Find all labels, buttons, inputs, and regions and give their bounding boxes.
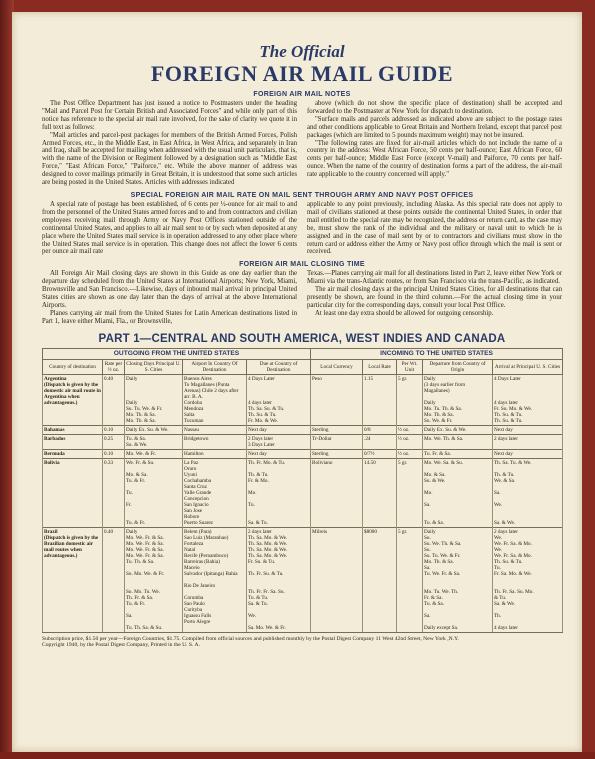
column-header: Airport In Country Of Destination xyxy=(183,359,247,374)
notes-paragraph: "The following rates are fixed for air-mail articles which do not include the name of a country in the address: West African Force, 50 cents per half-ounce; East African Force, 60 cents per half-ounce; Middle East Force (except V-mail) and Paiforce, 70 cents per half-ounce. When the name of the country of destination forms a part of the address, the air-mail rate applicable to the country concerned will apply." xyxy=(307,139,562,179)
table-row xyxy=(43,458,563,527)
table-row xyxy=(43,374,563,425)
country-cell: Barbados xyxy=(43,434,103,449)
column-header: Closing Days Principal U. S. Cities xyxy=(126,360,181,373)
column-header: Local Currency xyxy=(311,359,363,374)
title-line-1: The Official xyxy=(259,42,345,61)
table-cell: Th. Sa. Tu. & We. Th. & Tu. We. & Sa. Sa. We. Sa. & We. xyxy=(493,458,563,527)
table-cell: Next day xyxy=(247,425,311,434)
table-cell: 4 Days Later 4 days later Fr. Su. Mo. & We. Th. Su. & Tu. Th. Su. & Tu. xyxy=(493,374,563,425)
page-content xyxy=(42,30,562,649)
table-cell: Sterling xyxy=(311,425,363,434)
notes-columns xyxy=(42,100,562,187)
table-cell: Next day xyxy=(247,449,311,458)
footer-copyright: Copyright 1940, by the Postal Digest Company, Printed in the U. S. A. xyxy=(42,642,200,649)
country-cell: Bermuda xyxy=(43,449,103,458)
column-header: Country of destination xyxy=(43,359,103,374)
country-cell: Argentina (Dispatch is given by the domestic air mail route in Argentina when advantageous.) xyxy=(43,374,103,425)
table-cell: Next day xyxy=(493,449,563,458)
table-cell: 5 gr. xyxy=(397,374,423,425)
table-cell: Bridgetown xyxy=(183,434,247,449)
special-paragraph: A special rate of postage has been established, of 6 cents per ½-ounce for air mail to and from the personnel of the United States armed forces and to and from contractors and civilian employees receiving mail through Army or Navy Post Offices stationed outside of the continental United States, and applies to all air mail sent to or by such when deposited at any place where the United States mail service is in operation addressed to any other place where the United States mail service is in operation. This change does not affect the lower 6 cents per ounce air mail rate xyxy=(42,200,297,256)
table-cell: Belem (Para) Sao Luiz (Maranhao) Fortaleza Natal Recife (Pernambuco) Barreiras (Bahia) Maceio Salvador (Ipitanga) Bahia Rio De Janeiro Corumba Sao Paulo Curityba Iguassu Falls Porto Alegre xyxy=(183,527,247,632)
closing-paragraph: The air mail closing days at the principal United States Cities, for all destinations that can presently be shown, are found in the third column.—For the actual closing time in your particular city for the corresponding days, consult your local Post Office. xyxy=(307,286,562,309)
table-cell: Tr-Dollar xyxy=(311,434,363,449)
column-header: Due at Country of Destination xyxy=(247,359,311,374)
footer-subscription: Subscription price, $1.50 per year—Foreign Countries, $1.75. Compiled from official sources and published monthly by the Postal Digest Company 11 West 42nd Street, New York ,N.Y. xyxy=(42,635,459,642)
outgoing-group-header: OUTGOING FROM THE UNITED STATES xyxy=(43,348,311,359)
special-left-column xyxy=(42,201,297,256)
table-cell: ½ oz. xyxy=(397,449,423,458)
part-heading: PART 1—CENTRAL AND SOUTH AMERICA, WEST INDIES AND CANADA xyxy=(98,332,506,345)
table-cell: Buenos Aires To Magallanes (Punta Arenas) Chile 2 days after arr. B. A. Cordoba Mendoza Salta Tucuman xyxy=(183,374,247,425)
closing-paragraph: All Foreign Air Mail closing days are shown in this Guide as one day earlier than the departure day scheduled from the United States at International Airports; New York, Miami, Brownsville and San Francisco.—Likewise, days of inbound mail arrival in principal United States cities are shown as one day later than the days of arrival at the above International Airports. xyxy=(42,270,297,309)
table-cell: .24 xyxy=(363,434,397,449)
closing-paragraph: Planes carrying air mail from the United States for Latin American destinations listed in Part 1, leave either Miami, Fla., or Brownsville, xyxy=(42,309,297,325)
table-cell: Sterling xyxy=(311,449,363,458)
table-cell: Nassau xyxy=(183,425,247,434)
closing-right-column xyxy=(307,270,562,325)
closing-left-column xyxy=(42,270,297,325)
notes-paragraph: "Mail articles and parcel-post packages for members of the British Armed Forces, Polish Armed Forces, etc., in the Middle East, in East Africa, in West Africa, and separately in Iran and Iraq, shall be accepted for mailing when addressed with the usual unit particulars, that is, with the name of the Division or Regiment followed by a designation such as "Middle East Force," "East African Force," "Paiforce," etc. While the above manner of address was designed to cover mailings primarily in Great Britain, it is understood that some such articles are being posted in the United States. Articles with addresses indicated xyxy=(42,131,297,187)
incoming-group-header: INCOMING TO THE UNITED STATES xyxy=(311,348,563,359)
table-cell: Boliviano xyxy=(311,458,363,527)
table-row xyxy=(43,434,563,449)
air-mail-schedule-table xyxy=(42,348,563,633)
closing-paragraph: At least one day extra should be allowed for outgoing censorship. xyxy=(315,309,494,317)
table-cell: We. Fr. & Su. Mo. & Sa. Tu. & Fr. Tu. Fr. Tu. & Fr. xyxy=(125,458,183,527)
table-cell: La Paz Oruro Uyuni Cochabamba Santa Cruz Valle Grande Concepcion San Ignacio San Jose Robore Puerto Suarez xyxy=(183,458,247,527)
footer xyxy=(42,636,562,649)
book-edge xyxy=(0,752,595,759)
table-cell: Daily (3 days earlier from Magallanes) Daily Mo. Tu. Th. & Sa. Mo. Th. & Sa. Su. We. & Fr. xyxy=(423,374,493,425)
table-cell: 5 gr. xyxy=(397,527,423,632)
closing-paragraph: Texas.—Planes carrying air mail for all destinations listed in Part 2, leave either New York or Miami via the trans-Atlantic routes, or from San Francisco via the trans-Pacific, as indicated. xyxy=(307,270,562,286)
table-cell: 2 Days later 3 Days Later xyxy=(247,434,311,449)
column-header: Local Rate xyxy=(363,359,397,374)
table-cell: 0.40 xyxy=(103,527,125,632)
table-cell: 0.40 xyxy=(103,374,125,425)
table-cell: Mo. We. Sa. & Su. Mo. & Sa. Su. & We. Mo. Sa. Tu. & Sa. xyxy=(423,458,493,527)
notes-paragraph: The Post Office Department has just issued a notice to Postmasters under the heading "Mail and Parcel Post for Certain British and Associated Forces" and while only part of this notice has reference to the special air mail rate involved, for the sake of clarity we quote it in full text as follows: xyxy=(42,100,297,131)
country-cell: Bahamas xyxy=(43,425,103,434)
table-row xyxy=(43,527,563,632)
column-header: Rate per ½ oz. xyxy=(103,359,125,374)
table-cell: 5 gr. xyxy=(397,458,423,527)
table-row xyxy=(43,449,563,458)
special-right-column xyxy=(307,201,562,256)
country-cell: Brazil (Dispatch is given by the Brazilian domestic air mail routes when advantageous.) xyxy=(43,527,103,632)
table-cell: 0.10 xyxy=(103,449,125,458)
table-cell: 0.10 xyxy=(103,425,125,434)
table-cell: Th. Fr. Mo. & Tu. Th. & Tu. Fr. & Mo. Mo. Tu. Sa. & Tu. xyxy=(247,458,311,527)
table-cell: 0/8 xyxy=(363,425,397,434)
table-cell: 2 days later Th. Sa. Mo. & We. Th. Sa. Mo. & We. Th. Sa. Mo. & We. Th. Sa. Mo. & We. Fr. Su. & Tu. Th. Fr. Su. & Tu. Th. Fr. Fr. Sa. Su. Tu. & Tu. Sa. & Tu. We. Sa. Mo. We. & Fr. xyxy=(247,527,311,632)
table-cell: Mo. We. & Fr. xyxy=(125,449,183,458)
table-cell: Daily Daily Su. Tu. We. & Fr. Mo. Th. & Sa. Mo. Th. & Sa. xyxy=(125,374,183,425)
table-cell: Hamilton xyxy=(183,449,247,458)
notes-paragraph: "Surface mails and parcels addressed as indicated above are subject to the postage rates and other conditions applicable to Great Britain and Northern Ireland, except that parcel post packages (which are limited to 5 pounds maximum weight) may not be insured. xyxy=(307,115,562,139)
table-cell: Milreis xyxy=(311,527,363,632)
table-cell: 0.25 xyxy=(103,434,125,449)
table-cell: Daily Ex. Su. & We. xyxy=(423,425,493,434)
table-cell: ½ oz. xyxy=(397,434,423,449)
notes-heading: FOREIGN AIR MAIL NOTES xyxy=(253,91,351,98)
title-line-2: FOREIGN AIR MAIL GUIDE xyxy=(150,61,454,86)
table-cell: 14.50 xyxy=(363,458,397,527)
column-header: Arrival at Principal U. S. Cities xyxy=(493,359,563,374)
table-cell: 4 Days Later 4 days later Th. Sa. Su. & Tu. Th. Su. & Tu. Fr. Mo. & We. xyxy=(247,374,311,425)
notes-paragraph: above (which do not show the specific place of destination) shall be accepted and forwarded to the Postmaster at New York for dispatch to destination. xyxy=(307,100,562,115)
table-cell: Next day xyxy=(493,425,563,434)
column-header: Departure from Country of Origin xyxy=(423,359,493,374)
special-paragraph: applicable to any point previously, including Alaska. As this special rate does not apply to mail of civilians stationed at these points outside the continental United States, in order that mail entitled to the special rate may be recognized, the address or return card, as the case may be, must show the rank of the individual and the military or naval unit to which he is assigned and in the case of mail sent by or to contractors and civilians must show in the return card or address either the Army or Navy post office through which the mail is sent or received. xyxy=(307,200,562,256)
special-rate-heading: SPECIAL FOREIGN AIR MAIL RATE ON MAIL SENT THROUGH ARMY AND NAVY POST OFFICES xyxy=(130,191,474,199)
table-cell: Daily Mo. We. Fr. & Sa. Mo. We. Fr. & Sa. Mo. We. Fr. & Sa. Mo. We. Fr. & Sa. Tu. Th. & Sa. Su. Mo. We. & Fr. Su. Mo. Tu. We. Th. Fr. & Sa. Tu. & Fr. Sa. Tu. Th. Sa. & Su. xyxy=(125,527,183,632)
closing-columns xyxy=(42,270,562,325)
table-cell: Mo. We. Th. & Sa. xyxy=(423,434,493,449)
table-cell: Daily Ex. Su. & We. xyxy=(125,425,183,434)
guide-page xyxy=(12,12,582,752)
table-cell: ½ oz. xyxy=(397,425,423,434)
table-cell: Tu. Fr. & Sa. xyxy=(423,449,493,458)
table-cell: 0.33 xyxy=(103,458,125,527)
notes-right-column xyxy=(307,100,562,187)
table-row xyxy=(43,425,563,434)
table-cell: Peso xyxy=(311,374,363,425)
table-cell: Tu. & Sa. Su. & We. xyxy=(125,434,183,449)
table-cell: $8000 xyxy=(363,527,397,632)
table-cell: Daily Su. Su. We. Th. & Sa. Su. Su. Tu. We. & Fr. Mo. Th. & Sa. Sa. Tu. We. Fr. & Sa. Mo. Tu. We. Th. Fr. & Sa. Tu. & Sa. Sa. Daily except Sa. xyxy=(423,527,493,632)
table-cell: 2 days later xyxy=(493,434,563,449)
table-cell: 2 days later We. We. Fr. Sa. & Mo. We. We. Fr. Sa. & Mo. Th. Su. & Tu. Tu. Fr. Sa. Mo. & We. Th. Fr. Sa. Su. Mo. & Tu. Sa. & We. Th. 4 days later xyxy=(493,527,563,632)
country-cell: Bolivia xyxy=(43,458,103,527)
notes-left-column xyxy=(42,100,297,187)
table-cell: 0/7½ xyxy=(363,449,397,458)
table-cell: 1.15 xyxy=(363,374,397,425)
column-header: Per Wt. Unit xyxy=(397,359,423,374)
special-rate-columns xyxy=(42,201,562,256)
closing-time-heading: FOREIGN AIR MAIL CLOSING TIME xyxy=(239,261,365,269)
